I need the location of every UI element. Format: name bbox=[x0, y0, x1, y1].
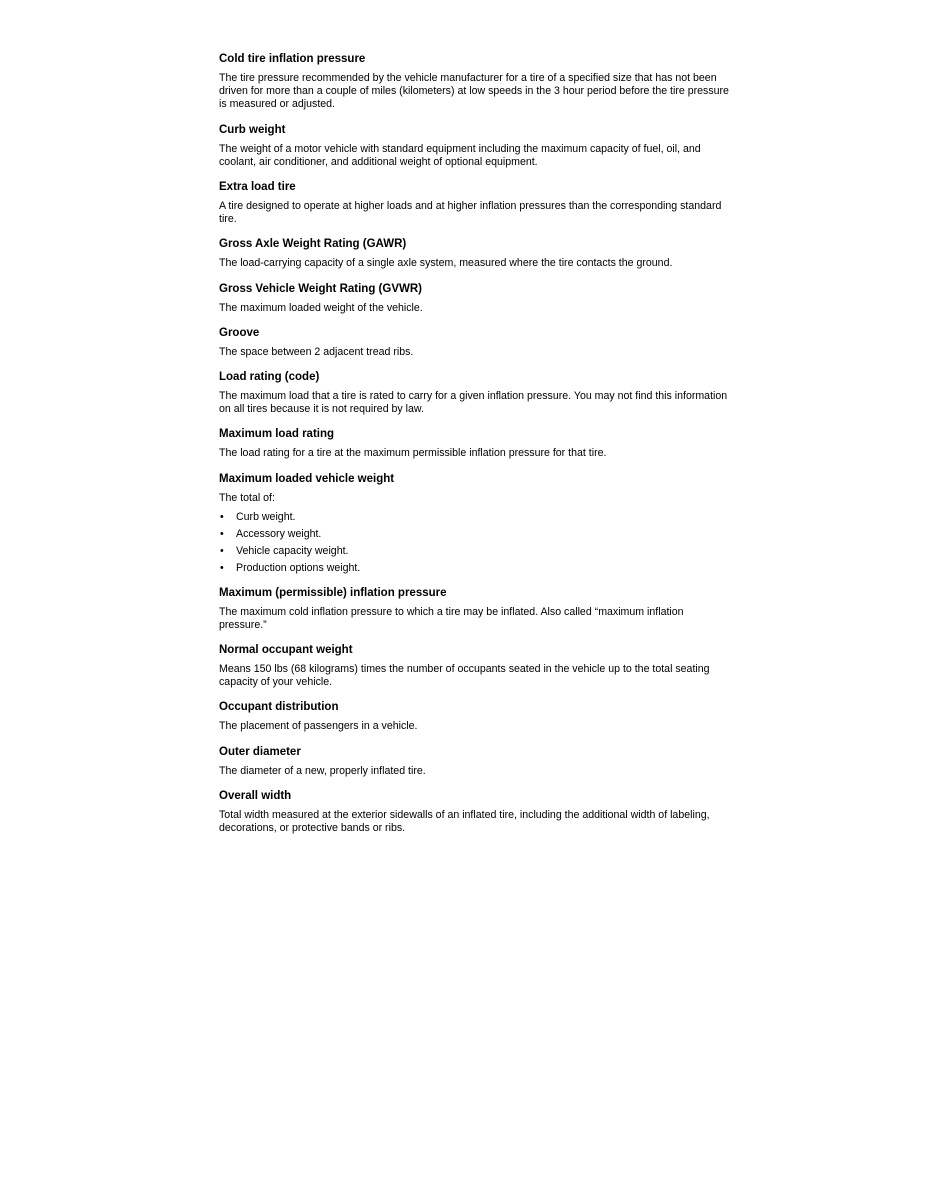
glossary-term: Gross Axle Weight Rating (GAWR) bbox=[219, 238, 407, 251]
glossary-term: Overall width bbox=[219, 789, 292, 802]
glossary-term: Normal occupant weight bbox=[219, 644, 353, 657]
glossary-entry bbox=[219, 123, 734, 169]
glossary-definition: The placement of passengers in a vehicle. bbox=[219, 720, 418, 733]
glossary bbox=[219, 52, 734, 846]
glossary-definition: The maximum cold inflation pressure to which a tire may be inflated. Also called “maximum inflation pressure.” bbox=[219, 605, 684, 631]
bullet-list bbox=[219, 511, 734, 576]
glossary-term: Maximum (permissible) inflation pressure bbox=[219, 586, 447, 599]
glossary-entry bbox=[219, 370, 734, 416]
glossary-term: Maximum loaded vehicle weight bbox=[219, 472, 395, 485]
glossary-entry bbox=[219, 586, 734, 632]
glossary-entry bbox=[219, 237, 734, 270]
glossary-entry bbox=[219, 472, 734, 576]
glossary-entry bbox=[219, 282, 734, 315]
glossary-entry bbox=[219, 789, 734, 835]
bullet-item bbox=[219, 545, 734, 558]
bullet-item bbox=[219, 511, 734, 524]
glossary-term: Outer diameter bbox=[219, 745, 301, 758]
glossary-entry bbox=[219, 180, 734, 226]
glossary-entry bbox=[219, 326, 734, 359]
bullet-item bbox=[219, 528, 734, 541]
glossary-entry bbox=[219, 700, 734, 733]
bullet-item bbox=[219, 562, 734, 575]
bullet-icon: • bbox=[220, 528, 224, 541]
bullet-icon: • bbox=[220, 562, 224, 575]
glossary-definition: Total width measured at the exterior sidewalls of an inflated tire, including the additional width of labeling, decorations, or protective bands or ribs. bbox=[219, 808, 710, 835]
glossary-entry bbox=[219, 52, 734, 112]
bullet-icon: • bbox=[220, 510, 224, 523]
glossary-term: Extra load tire bbox=[219, 181, 296, 194]
glossary-term: Maximum load rating bbox=[219, 428, 335, 441]
glossary-term: Groove bbox=[219, 326, 260, 339]
glossary-definition: The diameter of a new, properly inflated tire. bbox=[219, 764, 426, 777]
glossary-term: Curb weight bbox=[219, 123, 286, 136]
glossary-definition: The load-carrying capacity of a single axle system, measured where the tire contacts the ground. bbox=[219, 257, 673, 270]
glossary-definition: The weight of a motor vehicle with standard equipment including the maximum capacity of fuel, oil, and coolant, air conditioner, and additional weight of optional equipment. bbox=[219, 142, 701, 168]
glossary-entry bbox=[219, 427, 734, 460]
bullet-text: Curb weight. bbox=[236, 510, 296, 523]
glossary-term: Occupant distribution bbox=[219, 701, 339, 714]
bullet-text: Accessory weight. bbox=[236, 528, 322, 541]
glossary-definition: The maximum load that a tire is rated to carry for a given inflation pressure. You may not find this information on all tires because it is not required by law. bbox=[219, 390, 728, 416]
glossary-definition: A tire designed to operate at higher loads and at higher inflation pressures than the corresponding standard tire. bbox=[219, 200, 722, 226]
glossary-definition: The space between 2 adjacent tread ribs. bbox=[219, 345, 414, 358]
glossary-definition: The load rating for a tire at the maximum permissible inflation pressure for that tire. bbox=[219, 447, 607, 460]
bullet-icon: • bbox=[220, 545, 224, 558]
glossary-term: Load rating (code) bbox=[219, 371, 320, 384]
glossary-definition: The maximum loaded weight of the vehicle. bbox=[219, 301, 423, 314]
bullet-text: Production options weight. bbox=[236, 562, 361, 575]
glossary-definition: The total of: bbox=[219, 491, 275, 504]
glossary-term: Gross Vehicle Weight Rating (GVWR) bbox=[219, 282, 422, 295]
glossary-definition: The tire pressure recommended by the vehicle manufacturer for a tire of a specified size that has not been driven for more than a couple of miles (kilometers) at low speeds in the 3 hour period before the tire pressure is measured or adjusted. bbox=[219, 72, 729, 111]
glossary-entry bbox=[219, 643, 734, 689]
glossary-definition: Means 150 lbs (68 kilograms) times the number of occupants seated in the vehicle up to the total seating capacity of your vehicle. bbox=[219, 663, 710, 689]
glossary-term: Cold tire inflation pressure bbox=[219, 53, 366, 65]
glossary-entry bbox=[219, 745, 734, 778]
bullet-text: Vehicle capacity weight. bbox=[236, 545, 349, 558]
